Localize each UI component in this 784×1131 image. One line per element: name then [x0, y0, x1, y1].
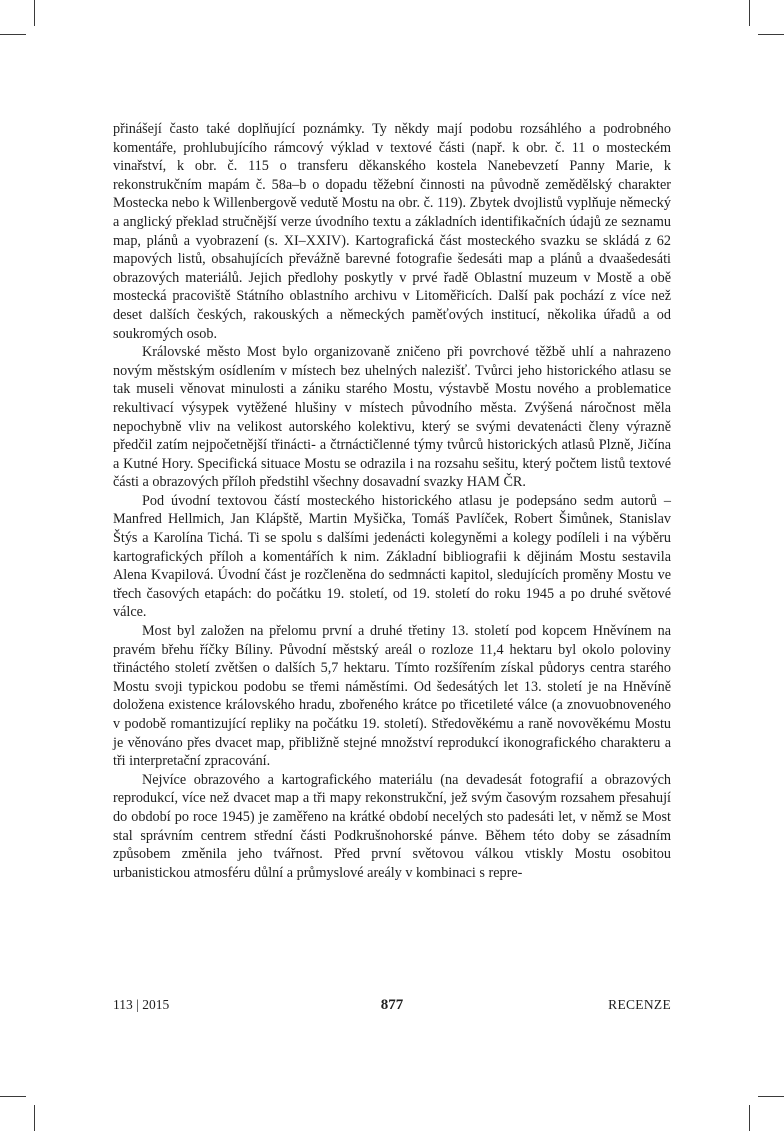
article-body	[113, 120, 671, 882]
paragraph: Most byl založen na přelomu první a druhé třetiny 13. století pod kopcem Hněvínem na pravém břehu říčky Bíliny. Původní městský areál o rozloze 11,4 hektaru byl okolo poloviny třináctého století zvětšen o dalších 5,7 hektaru. Tímto rozšířením získal půdorys centra starého Mostu svoji typickou podobu se třemi náměstími. Od šedesátých let 13. století je na Hněvíně doložena existence královského hradu, zbořeného krátce po třicetileté válce (a znovuobnoveného v podobě romantizující repliky na počátku 19. století). Středověkému a raně novověkému Mostu je věnováno přes dvacet map, přibližně stejné množství reprodukcí ikonografického charakteru a tři interpretační zpracování.	[113, 623, 671, 770]
crop-mark-left-top	[0, 34, 26, 35]
crop-mark-bottom-left	[34, 1105, 35, 1131]
page-number: 877	[380, 997, 404, 1013]
paragraph: Královské město Most bylo organizovaně zničeno při povrchové těžbě uhlí a nahrazeno novým městským osídlením v místech bez uhelných nalezišť. Tvůrci jeho historického atlasu se tak museli věnovat minulosti a zániku starého Mostu, výstavbě Mostu nového a problematice rekultivací výsypek vytěžené hlušiny v místech původního města. Zvýšená náročnost měla nepochybně vliv na velikost autorského kolektivu, který se svými devatenácti členy výrazně předčil zatím nejpočetnější třinácti- a čtrnáctičlenné týmy tvůrců historických atlasů Plzně, Jičína a Kutné Hory. Specifická situace Mostu se odrazila i na rozsahu sešitu, který počtem listů textové části a obrazových příloh předstihl všechny dosavadní svazky HAM ČR.	[113, 344, 671, 491]
issue-label: 113 | 2015	[113, 997, 170, 1012]
crop-mark-top-right	[749, 0, 750, 26]
paragraph: Pod úvodní textovou částí mosteckého historického atlasu je podepsáno sedm autorů – Manfred Hellmich, Jan Klápště, Martin Myšička, Tomáš Pavlíček, Robert Šimůnek, Stanislav Štýs a Karolína Tichá. Ti se spolu s dalšími jedenácti kolegyněmi a kolegy podíleli i na výběru kartografických příloh a komentářích k nim. Základní bibliografii k dějinám Mostu sestavila Alena Kvapilová. Úvodní část je rozčleněna do sedmnácti kapitol, sledujících proměny Mostu ve třech časových etapách: do počátku 19. století, od 19. století do roku 1945 a po druhé světové válce.	[113, 492, 671, 621]
crop-mark-bottom-right	[749, 1105, 750, 1131]
crop-mark-top-left	[34, 0, 35, 26]
crop-mark-right-top	[758, 34, 784, 35]
section-label: RECENZE	[608, 997, 671, 1012]
paragraph-continued: přinášejí často také doplňující poznámky. Ty někdy mají podobu rozsáhlého a podrobného komentáře, prohlubujícího rámcový výklad v textové části (např. k obr. č. 11 o mosteckém vinařství, k obr. č. 115 o transferu děkanského kostela Nanebevzetí Panny Marie, k rekonstrukčním mapám č. 58a–b o dopadu těžební činnosti na původně zemědělský charakter Mostecka nebo k Willenbergově vedutě Mostu na obr. č. 119). Zbytek dvojlistů vyplňuje německý a anglický překlad stručnější verze úvodního textu a základních identifikačních údajů ze seznamu map, plánů a vyobrazení (s. XI–XXIV). Kartografická část mosteckého svazku se skládá z 62 mapových listů, obsahujících převážně barevné fotografie šedesáti map a plánů a dvaašedesáti obrazových materiálů. Jejich předlohy poskytly v prvé řadě Oblastní muzeum v Mostě a obě mostecká pracoviště Státního oblastního archivu v Litoměřicích. Další pak pochází z více než deset dalších českých, rakouských a německých paměťových institucí, několika úřadů a od soukromých osob.	[113, 121, 671, 342]
crop-mark-right-bottom	[758, 1096, 784, 1097]
page-footer	[113, 997, 671, 1017]
paragraph: Nejvíce obrazového a kartografického materiálu (na devadesát fotografií a obrazových reprodukcí, více než dvacet map a tři mapy rekonstrukční, jež svým časovým rozsahem přesahují do období po roce 1945) je zaměřeno na krátké období necelých sto padesáti let, v němž se Most stal správním centrem střední části Podkrušnohorské pánve. Během této doby se zásadním způsobem změnila jeho tvářnost. Před první světovou válkou vtiskly Mostu osobitou urbanistickou atmosféru důlní a průmyslové areály v kombinaci s repre-	[113, 771, 671, 881]
crop-mark-left-bottom	[0, 1096, 26, 1097]
